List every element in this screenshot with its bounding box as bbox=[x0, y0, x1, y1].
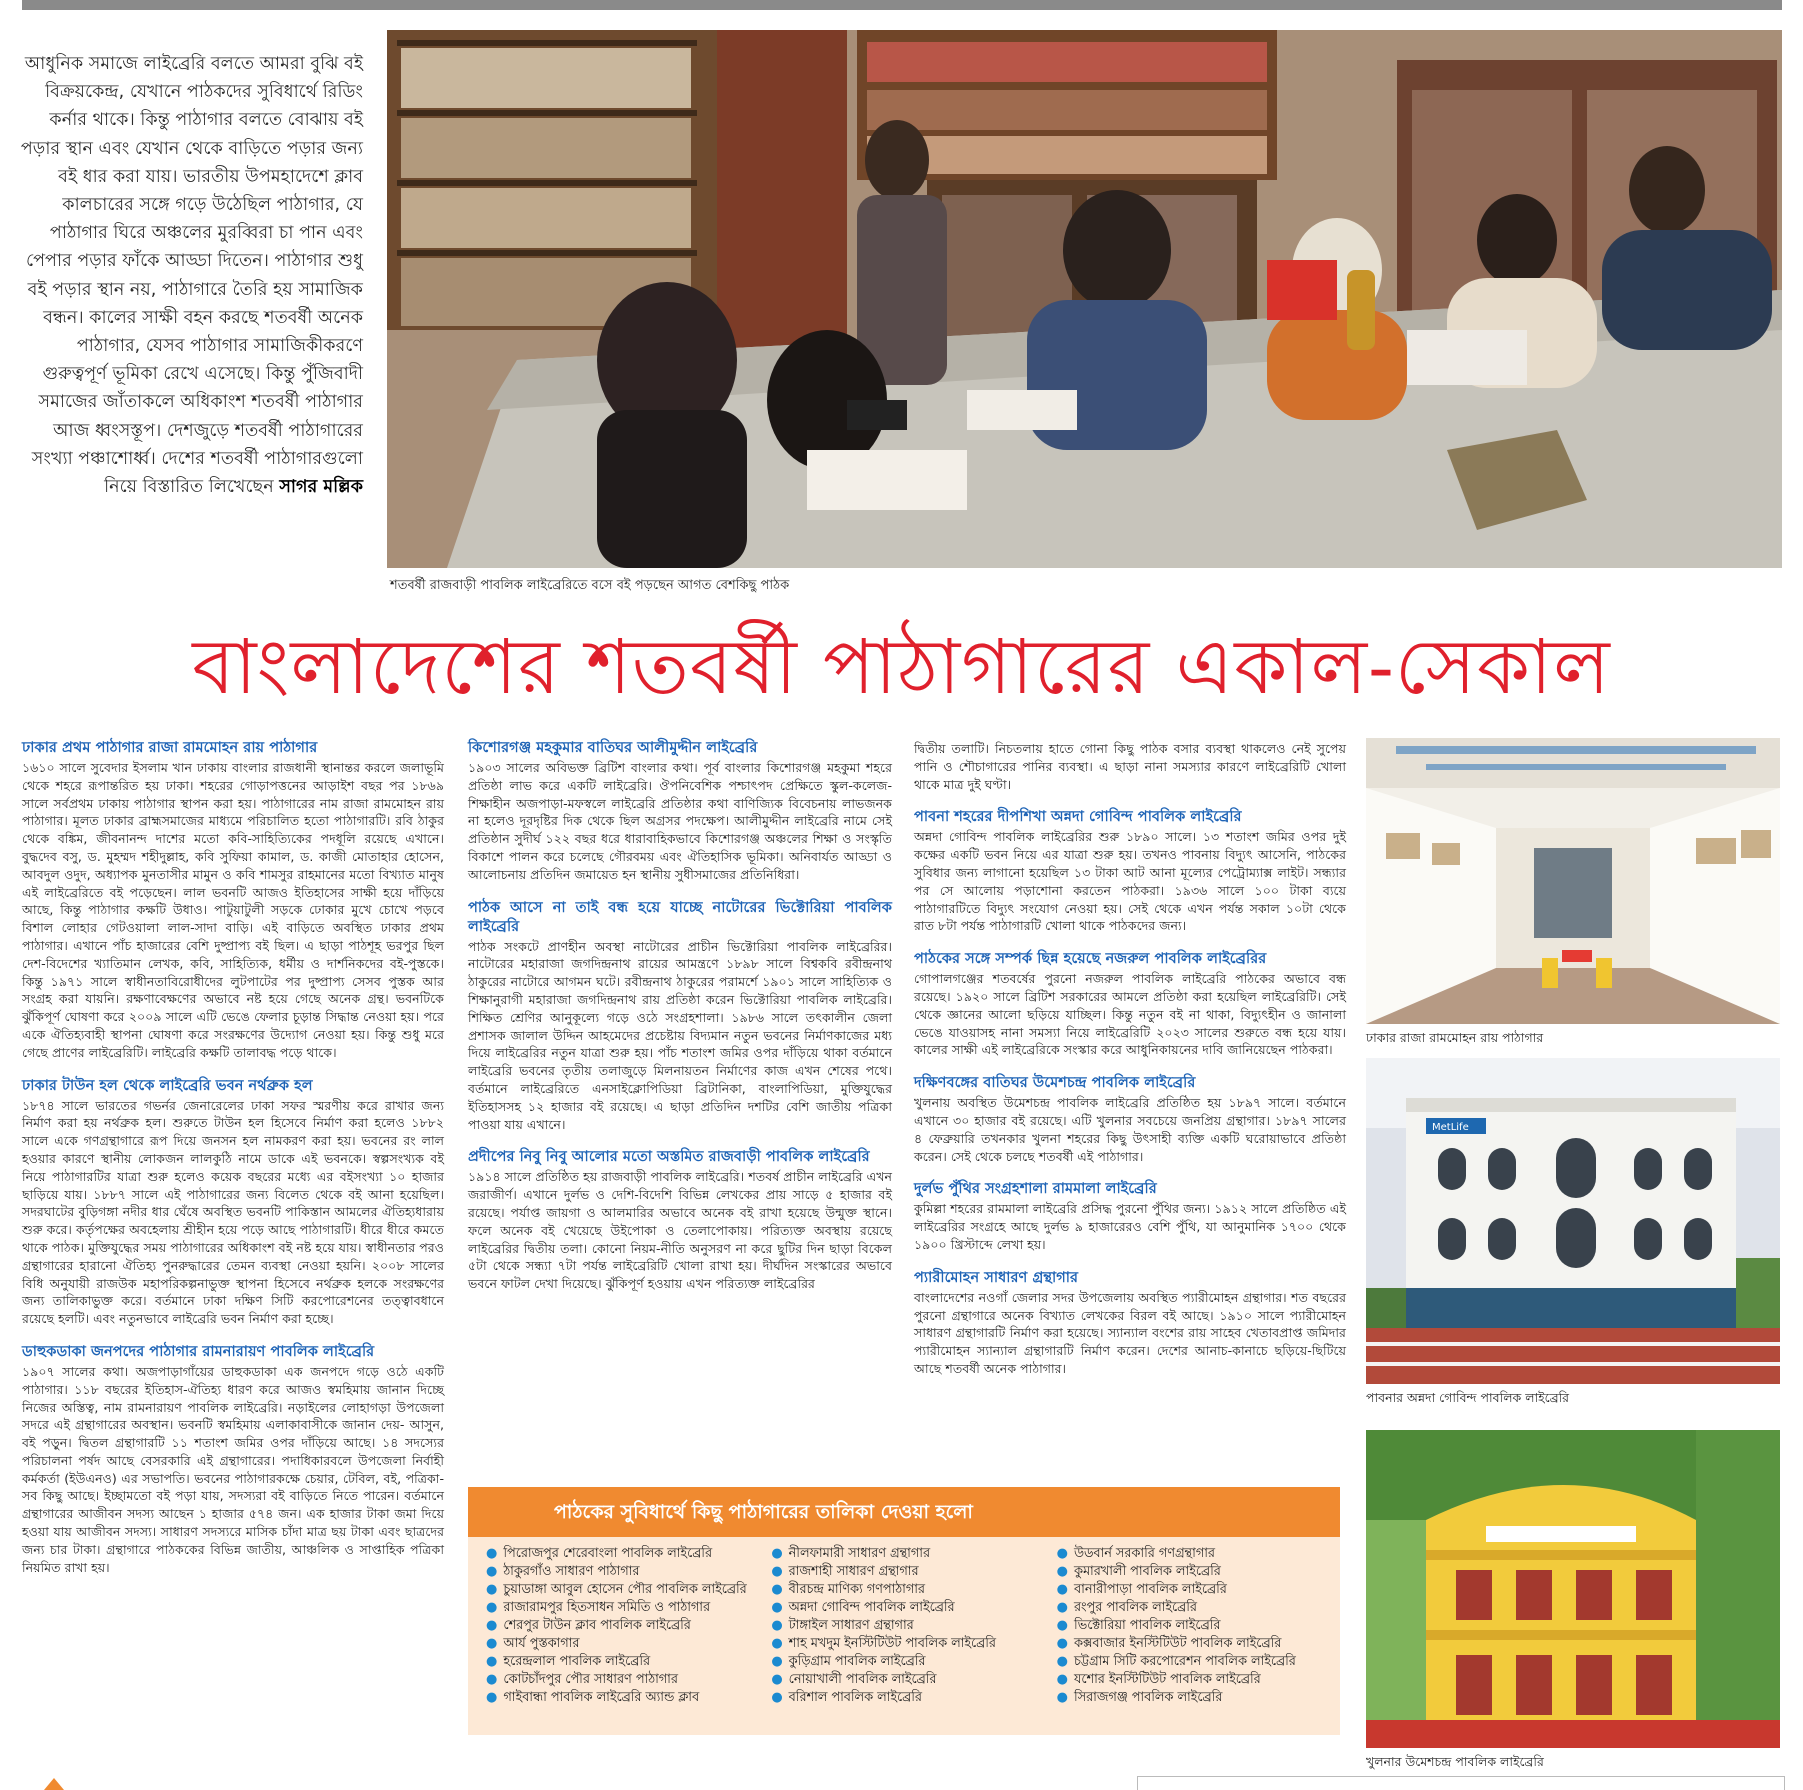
section-heading: ঢাকার প্রথম পাঠাগার রাজা রামমোহন রায় পাঠাগার bbox=[22, 739, 318, 756]
top-rule bbox=[22, 0, 1782, 10]
headline: বাংলাদেশের শতবর্ষী পাঠাগারের একাল-সেকাল bbox=[192, 622, 1611, 711]
list-item-label: গাইবান্ধা পাবলিক লাইব্রেরি অ্যান্ড ক্লাব bbox=[503, 1690, 700, 1705]
bullet-icon: ● bbox=[1056, 1636, 1068, 1651]
bullet-icon: ● bbox=[771, 1546, 783, 1561]
section-body: কুমিল্লা শহরের রামমালা লাইব্রেরি প্রসিদ্ধ পুরনো পুঁথির জন্য। ১৯১২ সালে প্রতিষ্ঠিত এই লাইব্রেরির সংগ্রহে আছে দুর্লভ ৯ হাজারেরও বেশি পুঁথি, যা আনুমানিক ১৭০০ থেকে ১৯০০ খ্রিস্টাব্দে লেখা হয়। bbox=[914, 1201, 1346, 1252]
list-item bbox=[1057, 1671, 1332, 1689]
bullet-icon: ● bbox=[486, 1600, 498, 1615]
section-body: গোপালগঞ্জের শতবর্ষের পুরনো নজরুল পাবলিক লাইব্রেরি পাঠকের অভাবে বন্ধ রয়েছে। ১৯২০ সালে ব্রিটিশ সরকারের আমলে প্রতিষ্ঠা করা হয়েছিল লাইব্রেরিটি। সেই থেকে জ্ঞানের আলো ছড়িয়ে যাচ্ছিল। কিন্তু নতুন বই না থাকা, বিদ্যুৎহীন ও জানালা ভেঙে যাওয়াসহ নানা সমস্যা নিয়ে লাইব্রেরিটি ২০২৩ সালের শুরুতে বন্ধ হয়ে যায়। কালের সাক্ষী এই লাইব্রেরিকে সংস্কার করে আধুনিকায়নের দাবি জানিয়েছেন পাঠকরা। bbox=[914, 971, 1346, 1058]
bullet-icon: ● bbox=[1056, 1546, 1068, 1561]
list-item bbox=[1057, 1617, 1332, 1635]
list-item-label: অন্নদা গোবিন্দ পাবলিক লাইব্রেরি bbox=[788, 1600, 955, 1615]
list-item bbox=[1057, 1563, 1332, 1581]
section-heading: পাঠকের সঙ্গে সম্পর্ক ছিন্ন হয়েছে নজরুল পাবলিক লাইব্রেরির bbox=[914, 950, 1267, 968]
list-item-label: চুয়াডাঙ্গা আবুল হোসেন পৌর পাবলিক লাইব্রেরি bbox=[503, 1582, 747, 1597]
list-item bbox=[771, 1563, 1046, 1581]
diamond-ornament-icon bbox=[34, 1772, 94, 1790]
list-item-label: রাজশাহী সাধারণ গ্রন্থাগার bbox=[788, 1564, 919, 1579]
list-item bbox=[771, 1635, 1046, 1653]
list-item bbox=[486, 1599, 761, 1617]
list-item-label: উডবার্ন সরকারি গণগ্রন্থাগার bbox=[1074, 1546, 1215, 1561]
list-item-label: সিরাজগঞ্জ পাবলিক লাইব্রেরি bbox=[1074, 1690, 1223, 1705]
section-body: ১৯১৪ সালে প্রতিষ্ঠিত হয় রাজবাড়ী পাবলিক লাইব্রেরি। শতবর্ষ প্রাচীন লাইব্রেরি এখন জরাজীর্ণ। এখানে দুর্লভ ও দেশি-বিদেশি বিভিন্ন লেখকের প্রায় সাড়ে ৫ হাজার বই রয়েছে। পর্যাপ্ত জায়গা ও আলমারির অভাবে অনেক বই রাখা হয়েছে উন্মুক্ত স্থানে। ফলে অনেক বই খেয়েছে উইপোকা ও তেলাপোকায়। পরিত্যক্ত অবস্থায় রয়েছে লাইব্রেরির দ্বিতীয় তলা। কোনো নিয়ম-নীতি অনুসরণ না করে ছুটির দিন ছাড়া বিকেল ৫টা থেকে সন্ধ্যা ৭টা পর্যন্ত লাইব্রেরিটি খোলা রাখা হয়। দীর্ঘদিন সংস্কারের অভাবে ভবনে ফাটল দেখা দিয়েছে। ঝুঁকিপূর্ণ হওয়ায় এখন পরিত্যক্ত লাইব্রেরির bbox=[468, 1169, 892, 1292]
section-heading: পাবনা শহরের দীপশিখা অন্নদা গোবিন্দ পাবলিক লাইব্রেরি bbox=[914, 808, 1242, 826]
list-item-label: ঠাকুরগাঁও সাধারণ পাঠাগার bbox=[503, 1564, 640, 1579]
yellow-building-illustration bbox=[1366, 1430, 1780, 1748]
list-item bbox=[771, 1653, 1046, 1671]
section-heading: ডাহুকডাকা জনপদের পাঠাগার রামনারায়ণ পাবলিক লাইব্রেরি bbox=[22, 1342, 375, 1360]
list-item-label: রংপুর পাবলিক লাইব্রেরি bbox=[1074, 1600, 1197, 1615]
bullet-icon: ● bbox=[1056, 1582, 1068, 1597]
list-item bbox=[771, 1617, 1046, 1635]
list-item bbox=[486, 1563, 761, 1581]
list-item bbox=[486, 1671, 761, 1689]
section-heading: ঢাকার টাউন হল থেকে লাইব্রেরি ভবন নর্থব্রুক হল bbox=[22, 1076, 313, 1094]
list-item-label: পিরোজপুর শেরেবাংলা পাবলিক লাইব্রেরি bbox=[503, 1546, 713, 1561]
section-heading: কিশোরগঞ্জ মহকুমার বাতিঘর আলীমুদ্দীন লাইব্রেরি bbox=[468, 739, 758, 756]
bullet-icon: ● bbox=[486, 1654, 498, 1669]
list-item bbox=[486, 1545, 761, 1563]
bullet-icon: ● bbox=[771, 1636, 783, 1651]
bullet-icon: ● bbox=[486, 1582, 498, 1597]
intro-body: আধুনিক সমাজে লাইব্রেরি বলতে আমরা বুঝি বই বিক্রয়কেন্দ্র, যেখানে পাঠকদের সুবিধার্থে রিডিং কর্নার থাকে। কিন্তু পাঠাগার বলতে বোঝায় বই পড়ার স্থান এবং যেখান থেকে বাড়িতে পড়ার জন্য বই ধার করা যায়। ভারতীয় উপমহাদেশে ক্লাব কালচারের সঙ্গে গড়ে উঠেছিল পাঠাগার, যে পাঠাগার ঘিরে অঞ্চলের মুরব্বিরা চা পান এবং পেপার পড়ার ফাঁকে আড্ডা দিতেন। পাঠাগার শুধু বই পড়ার স্থান নয়, পাঠাগারে তৈরি হয় সামাজিক বন্ধন। কালের সাক্ষী বহন করছে শতবর্ষী অনেক পাঠাগার, যেসব পাঠাগার সামাজিকীকরণে গুরুত্বপূর্ণ ভূমিকা রেখে এসেছে। কিন্তু পুঁজিবাদী সমাজের জাঁতাকলে অধিকাংশ শতবর্ষী পাঠাগার আজ ধ্বংসস্তূপ। দেশজুড়ে শতবর্ষী পাঠাগারের সংখ্যা পঞ্চাশোর্ধ্ব। দেশের শতবর্ষী পাঠাগারগুলো নিয়ে বিস্তারিত লিখেছেন bbox=[20, 54, 363, 498]
list-item bbox=[771, 1581, 1046, 1599]
section-northbrook-hall bbox=[22, 1076, 444, 1328]
list-item-label: রাজারামপুর হিতসাধন সমিতি ও পাঠাগার bbox=[503, 1600, 711, 1615]
list-item bbox=[486, 1617, 761, 1635]
list-item-label: কুড়িগ্রাম পাবলিক লাইব্রেরি bbox=[788, 1654, 926, 1669]
bullet-icon: ● bbox=[1056, 1654, 1068, 1669]
bullet-icon: ● bbox=[486, 1636, 498, 1651]
bullet-icon: ● bbox=[486, 1690, 498, 1705]
bullet-icon: ● bbox=[486, 1672, 498, 1687]
bullet-icon: ● bbox=[771, 1672, 783, 1687]
section-heading: দক্ষিণবঙ্গের বাতিঘর উমেশচন্দ্র পাবলিক লাইব্রেরি bbox=[914, 1074, 1196, 1092]
bullet-icon: ● bbox=[1056, 1600, 1068, 1615]
bullet-icon: ● bbox=[486, 1618, 498, 1633]
section-nazrul bbox=[914, 949, 1346, 1059]
list-item-label: কোটচাঁদপুর পৌর সাধারণ পাঠাগার bbox=[503, 1672, 678, 1687]
section-rajbari bbox=[468, 1147, 892, 1293]
list-item-label: শেরপুর টাউন ক্লাব পাবলিক লাইব্রেরি bbox=[503, 1618, 691, 1633]
bullet-icon: ● bbox=[486, 1546, 498, 1561]
list-item bbox=[1057, 1581, 1332, 1599]
list-item-label: নোয়াখালী পাবলিক লাইব্রেরি bbox=[788, 1672, 937, 1687]
section-umeshchandra bbox=[914, 1073, 1346, 1165]
section-pyarimohan bbox=[914, 1268, 1346, 1378]
section-body: খুলনায় অবস্থিত উমেশচন্দ্র পাবলিক লাইব্রেরি প্রতিষ্ঠিত হয় ১৮৯৭ সালে। বর্তমানে এখানে ৩০ হাজার বই রয়েছে। এটি খুলনার সবচেয়ে জনপ্রিয় গ্রন্থাগার। ১৮৯৭ সালের ৪ ফেব্রুয়ারি তখনকার খুলনা শহরের কিছু উৎসাহী ব্যক্তি একটি ঘরোয়াভাবে প্রতিষ্ঠা করেন। সেই থেকে চলছে শতবর্ষী এই পাঠাগার। bbox=[914, 1095, 1346, 1164]
bullet-icon: ● bbox=[1056, 1690, 1068, 1705]
bullet-icon: ● bbox=[1056, 1672, 1068, 1687]
photo-caption-khulna: খুলনার উমেশচন্দ্র পাবলিক লাইব্রেরি bbox=[1366, 1754, 1544, 1769]
list-item bbox=[771, 1545, 1046, 1563]
list-item-label: আর্য পুস্তকাগার bbox=[503, 1636, 580, 1651]
list-columns bbox=[486, 1545, 1332, 1707]
bullet-icon: ● bbox=[771, 1690, 783, 1705]
list-item bbox=[771, 1689, 1046, 1707]
list-column-1 bbox=[486, 1545, 761, 1707]
list-column-2 bbox=[771, 1545, 1046, 1707]
section-heading: দুর্লভ পুঁথির সংগ্রহশালা রামমালা লাইব্রেরি bbox=[914, 1180, 1157, 1198]
list-item bbox=[771, 1599, 1046, 1617]
section-body: পাঠক সংকটে প্রাণহীন অবস্থা নাটোরের প্রাচীন ভিক্টোরিয়া পাবলিক লাইব্রেরির। নাটোরের মহারাজা জগদিন্দ্রনাথ রায়ের আমন্ত্রণে ১৮৯৮ সালে বিশ্বকবি রবীন্দ্রনাথ ঠাকুরের নাটোরে আগমন ঘটে। রবীন্দ্রনাথ ঠাকুরের পরামর্শে ১৯০১ সালে সাহিত্যিক ও শিক্ষানুরাগী মহারাজা জগদিন্দ্রনাথ রায় প্রতিষ্ঠা করেন ভিক্টোরিয়া পাবলিক লাইব্রেরি। শিক্ষিত শ্রেণির আনুকূল্যে গড়ে ওঠে সংগ্রহশালা। ১৯৮৬ সালে তৎকালীন জেলা প্রশাসক জালাল উদ্দিন আহমেদের প্রচেষ্টায় বিদ্যমান নতুন ভবনের নির্মাণকাজের মধ্য দিয়ে লাইব্রেরির নতুন যাত্রা শুরু হয়। পাঁচ শতাংশ জমির ওপর দাঁড়িয়ে থাকা বর্তমানে লাইব্রেরি ভবনের তৃতীয় তলাজুড়ে মিলনায়তন নির্মাণের কাজ এখন শেষের পথে। বর্তমানে লাইব্রেরিতে এনসাইক্লোপিডিয়া ব্রিটানিকা, বাংলাপিডিয়া, মুক্তিযুদ্ধের ইতিহাসসহ ১২ হাজার বই রয়েছে। এ ছাড়া প্রতিদিন দশটির বেশি জাতীয় পত্রিকা পাওয়া যায় এখানে। bbox=[468, 938, 892, 1132]
bullet-icon: ● bbox=[771, 1600, 783, 1615]
list-item-label: বীরচন্দ্র মাণিক্য গণপাঠাগার bbox=[788, 1582, 925, 1597]
section-body: ১৮৭৪ সালে ভারতের গভর্নর জেনারেলের ঢাকা সফর স্মরণীয় করে রাখার জন্য নির্মাণ করা হয় নর্থব্রুক হল। শুরুতে টাউন হল হিসেবে নির্মাণ করা হলেও ১৮৮২ সালে একে গণগ্রন্থাগারে রূপ দিয়ে জনসন হল নামকরণ করা হয়। ভবনের রং লাল হওয়ার কারণে স্থানীয় লোকজন লালকুঠি নামে ডাকে এই ভবনকে। স্বল্পসংখ্যক বই নিয়ে পাঠাগারটির যাত্রা শুরু হলেও কয়েক বছরের মধ্যে এর বইসংখ্যা ১০ হাজার ছাড়িয়ে যায়। ১৮৮৭ সালে এই পাঠাগারের জন্য বিলেত থেকে বই আনা হয়েছিল। সদরঘাটের বুড়িগঙ্গা নদীর ধার ঘেঁষে অবস্থিত ভবনটি পাকিস্তান আমলের ঐতিহ্যধারায় শুরু করে। কর্তৃপক্ষের অবহেলায় শ্রীহীন হয়ে পড়ে আছে পাঠাগারটি। ধীরে ধীরে কমতে থাকে পাঠক। মুক্তিযুদ্ধের সময় পাঠাগারের অধিকাংশ বই নষ্ট হয়ে যায়। স্বাধীনতার পরও গ্রন্থাগারের হারানো ঐতিহ্য পুনরুদ্ধারের তেমন ব্যবস্থা নেওয়া হয়নি। ২০০৮ সালের বিধি অনুযায়ী রাজউক মহাপরিকল্পনাভুক্ত স্থাপনা হিসেবে নর্থব্রুক হলকে সংরক্ষণের জন্য তালিকাভুক্ত করে। বর্তমানে ঢাকা দক্ষিণ সিটি করপোরেশনের তত্ত্বাবধানে রয়েছে হলটি। এবং নতুনভাবে লাইব্রেরি ভবন নির্মাণ করা হচ্ছে। bbox=[22, 1097, 444, 1327]
section-body: ১৯০৩ সালের অবিভক্ত ব্রিটিশ বাংলার কথা। পূর্ব বাংলার কিশোরগঞ্জ মহকুমা শহরে প্রতিষ্ঠা লাভ করে একটি লাইব্রেরি। ঔপনিবেশিক পশ্চাৎপদ প্রেক্ষিতে স্কুল-কলেজ-শিক্ষাহীন অজপাড়া-মফস্বলে লাইব্রেরি প্রতিষ্ঠার কথা বাণিজ্যিক বিবেচনায় লাভজনক না হলেও দূরদৃষ্টির দিক থেকে ছিল অগ্রসর পদক্ষেপ। আলীমুদ্দীন লাইব্রেরি নামে সেই প্রতিষ্ঠান সুদীর্ঘ ১২২ বছর ধরে ধারাবাহিকভাবে কিশোরগঞ্জ অঞ্চলের শিক্ষা ও সংস্কৃতি বিকাশে পালন করে চলেছে গৌরবময় এবং ঐতিহাসিক ভূমিকা। অনিবার্যত আড্ডা ও আলোচনায় প্রতিদিন জমায়েত হন স্থানীয় সুধীসমাজের প্রতিনিধিরা। bbox=[468, 760, 892, 882]
section-body: বাংলাদেশের নওগাঁ জেলার সদর উপজেলায় অবস্থিত প্যারীমোহন গ্রন্থাগার। শত বছরের পুরনো গ্রন্থাগারে অনেক বিখ্যাত লেখকের বিরল বই আছে। ১৯১০ সালে প্যারীমোহন সাধারণ গ্রন্থাগারটি নির্মাণ করা হয়েছে। স্যান্যাল বংশের রায় সাহেব খেতাবপ্রাপ্ত জমিদার প্যারীমোহন স্যান্যাল গ্রন্থাগারটি নির্মাণ করেন। দেশের আনাচ-কানাচে ছড়িয়ে-ছিটিয়ে আছে শতবর্ষী অনেক পাঠাগার। bbox=[914, 1289, 1346, 1376]
section-heading: পাঠক আসে না তাই বন্ধ হয়ে যাচ্ছে নাটোরের ভিক্টোরিয়া পাবলিক লাইব্রেরি bbox=[468, 898, 892, 935]
library-list-box bbox=[468, 1487, 1340, 1735]
article-column-2 bbox=[468, 738, 892, 1307]
list-item-label: যশোর ইনস্টিটিউট পাবলিক লাইব্রেরি bbox=[1074, 1672, 1261, 1687]
section-body: ১৯০৭ সালের কথা। অজপাড়াগাঁয়ের ডাহুকডাকা এক জনপদে গড়ে ওঠে একটি পাঠাগার। ১১৮ বছরের ইতিহাস-ঐতিহ্য ধারণ করে আজও স্বমহিমায় জানান দিচ্ছে নিজের অস্তিত্ব, নাম রামনারায়ণ পাবলিক লাইব্রেরি। নড়াইলের লোহাগড়া উপজেলা সদরে এই গ্রন্থাগারের অবস্থান। ভবনটি স্বমহিমায় এলাকাবাসীকে জানান দেয়- আসুন, বই পড়ুন। দ্বিতল গ্রন্থাগারটি ১১ শতাংশ জমির ওপর দাঁড়িয়ে আছে। ১৪ সদস্যের পরিচালনা পর্ষদ আছে বেসরকারি এই গ্রন্থাগারের। পদাধিকারবলে উপজেলা নির্বাহী কর্মকর্তা (ইউএনও) এর সভাপতি। ভবনের পাঠাগারকক্ষে চেয়ার, টেবিল, বই, পত্রিকা- সব কিছু আছে। ইচ্ছামতো বই পড়া যায়, সদস্যরা বই বাড়িতে নিতে পারেন। বর্তমানে গ্রন্থাগারের আজীবন সদস্য আছেন ১ হাজার ৫৭৪ জন। এক হাজার টাকা জমা দিয়ে হওয়া যায় আজীবন সদস্য। সাধারণ সদস্যরে মাসিক চাঁদা মাত্র ছয় টাকা এবং ছাত্রদের জন্য চার টাকা। গ্রন্থাগারে পাঠককের বিভিন্ন জাতীয়, আঞ্চলিক ও সাপ্তাহিক পত্রিকা নিয়মিত রাখা হয়। bbox=[22, 1363, 444, 1575]
hero-caption: শতবর্ষী রাজবাড়ী পাবলিক লাইব্রেরিতে বসে বই পড়ছেন আগত বেশকিছু পাঠক bbox=[390, 578, 790, 593]
section-body: অন্নদা গোবিন্দ পাবলিক লাইব্রেরির শুরু ১৮৯০ সালে। ১৩ শতাংশ জমির ওপর দুই কক্ষের একটি ভবন নিয়ে এর যাত্রা শুরু হয়। তখনও পাবনায় বিদ্যুৎ আসেনি, পাঠকের সুবিধার জন্য লাগানো হয়েছিল ১৩ টাকা আট আনা মূল্যের পেট্রোম্যাক্স লাইট। সন্ধ্যার পর সে আলোয় পড়াশোনা করতেন পাঠকরা। ১৯৩৬ সালে ১০০ টাকা ব্যয়ে পাঠাগারটিতে বিদ্যুৎ সংযোগ নেওয়া হয়। সেই থেকে এখন পর্যন্ত সকাল ১০টা থেকে রাত ৮টা পর্যন্ত পাঠাগারটি খোলা থাকে পাঠকদের জন্য। bbox=[914, 829, 1346, 934]
list-item bbox=[771, 1671, 1046, 1689]
list-item-label: চট্টগ্রাম সিটি করপোরেশন পাবলিক লাইব্রেরি bbox=[1074, 1654, 1296, 1669]
list-item-label: কুমারখালী পাবলিক লাইব্রেরি bbox=[1074, 1564, 1221, 1579]
list-item bbox=[486, 1635, 761, 1653]
list-item-label: নীলফামারী সাধারণ গ্রন্থাগার bbox=[788, 1546, 931, 1561]
bottom-strip bbox=[34, 1772, 784, 1790]
list-column-3 bbox=[1057, 1545, 1332, 1707]
list-item-label: টাঙ্গাইল সাধারণ গ্রন্থাগার bbox=[788, 1618, 914, 1633]
list-item bbox=[1057, 1599, 1332, 1617]
photo-caption-dhaka: ঢাকার রাজা রামমোহন রায় পাঠাগার bbox=[1366, 1030, 1544, 1045]
bullet-icon: ● bbox=[771, 1654, 783, 1669]
photo-pabna-library bbox=[1366, 1058, 1780, 1384]
photo-dhaka-library bbox=[1366, 738, 1780, 1024]
list-item bbox=[1057, 1689, 1332, 1707]
section-heading: প্রদীপের নিবু নিবু আলোর মতো অস্তমিত রাজবাড়ী পাবলিক লাইব্রেরি bbox=[468, 1148, 870, 1166]
intro-author: সাগর মল্লিক bbox=[279, 477, 363, 498]
bullet-icon: ● bbox=[771, 1582, 783, 1597]
list-item bbox=[1057, 1635, 1332, 1653]
bullet-icon: ● bbox=[771, 1564, 783, 1579]
article-column-1 bbox=[22, 738, 444, 1590]
section-ramnarayan bbox=[22, 1342, 444, 1577]
list-item bbox=[486, 1581, 761, 1599]
list-item bbox=[486, 1689, 761, 1707]
bullet-icon: ● bbox=[771, 1618, 783, 1633]
section-victoria-natore bbox=[468, 898, 892, 1134]
bullet-icon: ● bbox=[486, 1564, 498, 1579]
section-annada-gobinda bbox=[914, 807, 1346, 935]
intro-text bbox=[18, 50, 363, 570]
list-item-label: ভিক্টোরিয়া পাবলিক লাইব্রেরি bbox=[1074, 1618, 1221, 1633]
photo-caption-pabna: পাবনার অন্নদা গোবিন্দ পাবলিক লাইব্রেরি bbox=[1366, 1390, 1570, 1405]
list-item-label: শাহ মখদুম ইনস্টিটিউট পাবলিক লাইব্রেরি bbox=[788, 1636, 996, 1651]
building-facade-illustration bbox=[1366, 1058, 1780, 1384]
article-column-3 bbox=[914, 738, 1346, 1392]
hero-photo bbox=[387, 30, 1782, 568]
section-body: দ্বিতীয় তলাটি। নিচতলায় হাতে গোনা কিছু পাঠক বসার ব্যবস্থা থাকলেও নেই সুপেয় পানি ও শৌচাগারের পানির ব্যবস্থা। এ ছাড়া নানা সমস্যার কারণে লাইব্রেরিটি খোলা থাকে মাত্র দুই ঘণ্টা। bbox=[914, 741, 1346, 792]
list-item-label: বানারীপাড়া পাবলিক লাইব্রেরি bbox=[1074, 1582, 1227, 1597]
section-heading: প্যারীমোহন সাধারণ গ্রন্থাগার bbox=[914, 1268, 1079, 1286]
list-item bbox=[1057, 1545, 1332, 1563]
section-rajbari-continued bbox=[914, 740, 1346, 793]
list-item-label: হরেন্দ্রলাল পাবলিক লাইব্রেরি bbox=[503, 1654, 651, 1669]
photo-khulna-library bbox=[1366, 1430, 1780, 1748]
section-body: ১৬১০ সালে সুবেদার ইসলাম খান ঢাকায় বাংলার রাজধানী স্থানান্তর করলে জলাভূমি থেকে শহরে রূপান্তরিত হয় ঢাকা। শহরের গোড়াপত্তনের আড়াইশ বছর পর ১৮৬৯ সালে সর্বপ্রথম ঢাকায় পাঠাগার স্থাপন করা হয়। পাঠাগারের নাম রাজা রামমোহন রায় পাঠাগার। মূলত ঢাকার ব্রাহ্মসমাজের মাধ্যমে পরিচালিত হতো পাঠাগারটি। রবি ঠাকুর থেকে বঙ্কিম, জীবনানন্দ দাশের মতো কবি-সাহিত্যিকের পদধূলি রয়েছে এখানে। বুদ্ধদেব বসু, ড. মুহম্মদ শহীদুল্লাহ, কবি সুফিয়া কামাল, ড. কাজী মোতাহার হোসেন, আবদুল ওদুদ, অধ্যাপক মুনতাসীর মামুন ও কবি শামসুর রাহমানের মতো বিখ্যাত মানুষ এই লাইব্রেরিতে বই পড়েছেন। লাল ভবনটি আজও ইতিহাসের সাক্ষী হয়ে দাঁড়িয়ে আছে, কিন্তু পাঠাগার কক্ষটি উধাও। পাটুয়াটুলী সড়কে ঢোকার মুখে চোখে পড়বে বিশাল লোহার গেটওয়ালা লাল-সাদা বাড়ি। এই বাড়িতে অবস্থিত ঢাকার প্রথম পাঠাগার। এখানে পাঁচ হাজারের বেশি দুষ্প্রাপ্য বই ছিল। এ ছাড়া পাঠশূহ ভরপুর ছিল দেশ-বিদেশের খ্যাতিমান লেখক, কবি, সাহিত্যিক, ধর্মীয় ও দার্শনিকদের বই-পুস্তকে। কিন্তু ১৯৭১ সালে স্বাধীনতাবিরোধীদের লুটপাটের পর দুষ্প্রাপ্য সেসব পুস্তক আর সংগ্রহ করা যায়নি। রক্ষণাবেক্ষণের অভাবে নষ্ট হয়ে গেছে অনেক গ্রন্থ। ভবনটিকে ঝুঁকিপূর্ণ ঘোষণা করে ২০০৯ সালে এটি ভেঙে ফেলার চূড়ান্ত সিদ্ধান্ত নেওয়া হয়। পরে একে ঐতিহ্যবাহী স্থাপনা ঘোষণা করে সংরক্ষণের উদ্যোগ নেওয়া হয়। কিন্তু শুধু মরে গেছে প্রাণের লাইব্রেরিটি। লাইব্রেরি কক্ষটি তালাবদ্ধ পড়ে থাকে। bbox=[22, 760, 444, 1060]
interior-hall-illustration bbox=[1366, 738, 1780, 1024]
bottom-frame bbox=[1137, 1776, 1785, 1790]
list-box-title: পাঠকের সুবিধার্থে কিছু পাঠাগারের তালিকা দেওয়া হলো bbox=[468, 1487, 1340, 1537]
list-item-label: কক্সবাজার ইনস্টিটিউট পাবলিক লাইব্রেরি bbox=[1074, 1636, 1282, 1651]
list-item bbox=[1057, 1653, 1332, 1671]
bullet-icon: ● bbox=[1056, 1618, 1068, 1633]
sign-metlife: MetLife bbox=[1432, 1122, 1469, 1133]
list-item bbox=[486, 1653, 761, 1671]
section-rammala bbox=[914, 1179, 1346, 1253]
section-raja-rammohan bbox=[22, 738, 444, 1062]
library-reading-room-illustration bbox=[387, 30, 1782, 568]
bullet-icon: ● bbox=[1056, 1564, 1068, 1579]
section-alimuddin bbox=[468, 738, 892, 884]
list-item-label: বরিশাল পাবলিক লাইব্রেরি bbox=[788, 1690, 922, 1705]
